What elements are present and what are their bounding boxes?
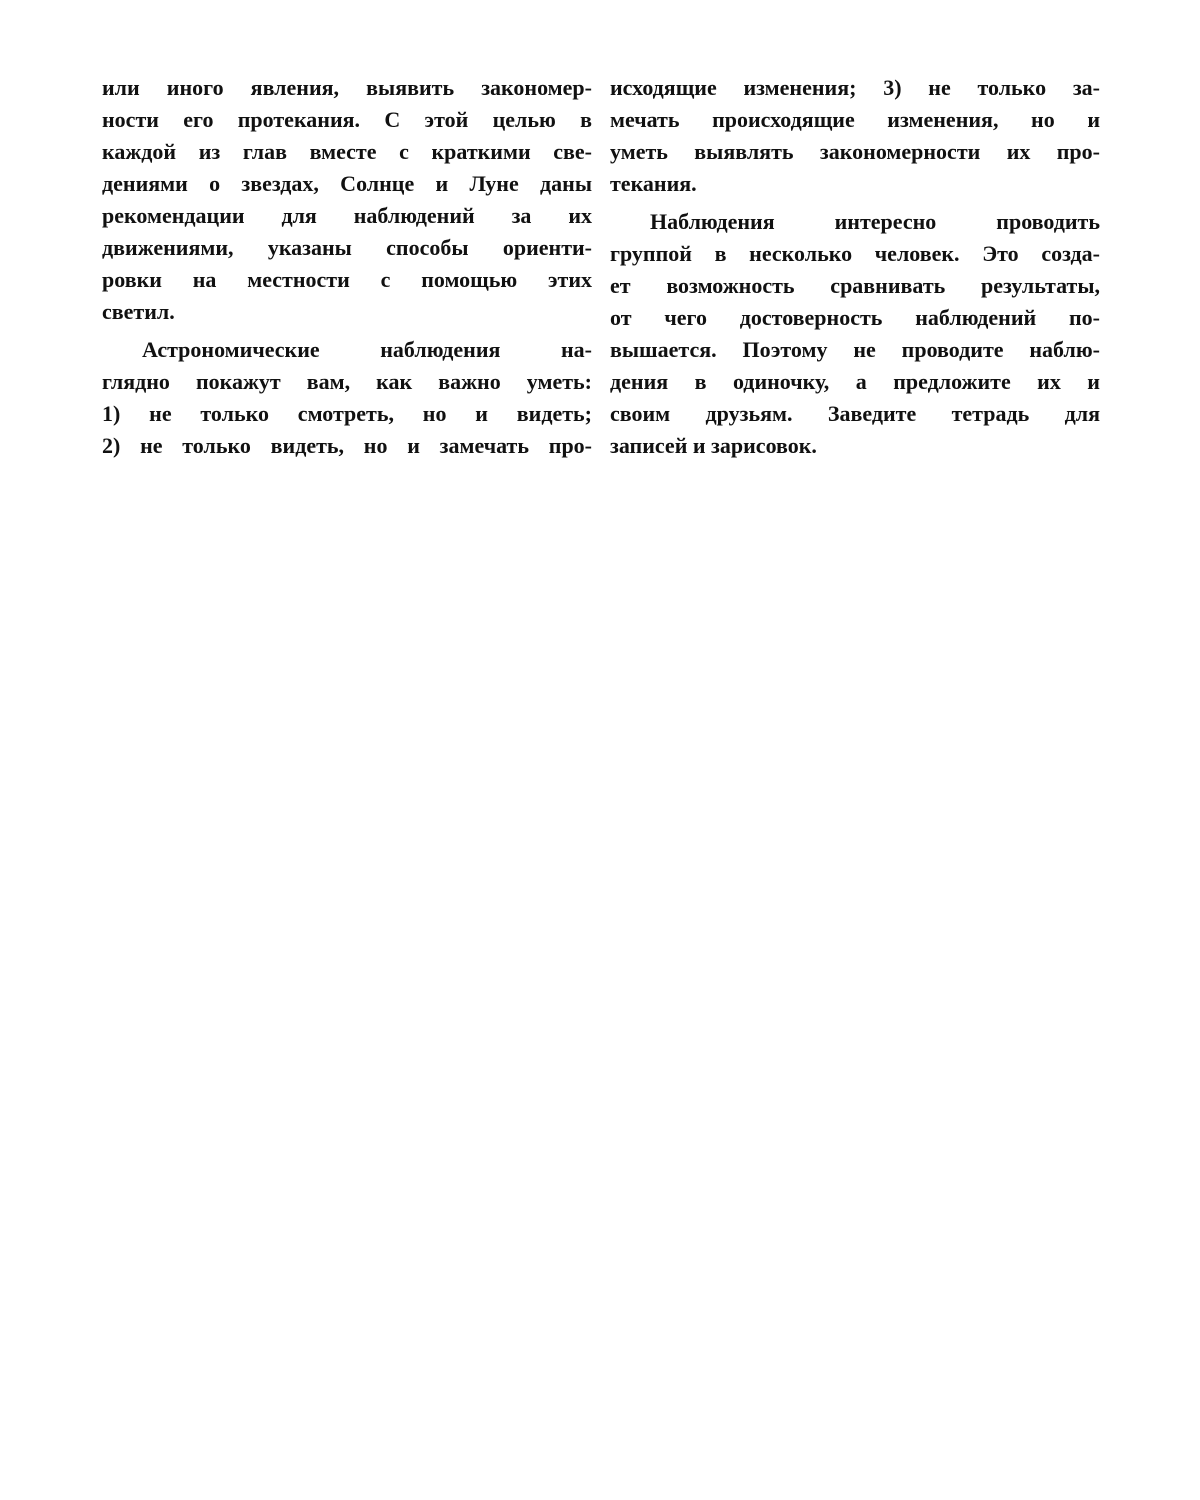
text-line: группой в несколько человек. Это созда- [610, 241, 1100, 266]
text-line: от чего достоверность наблюдений по- [610, 305, 1100, 330]
left-column [102, 72, 592, 462]
paragraph-left-2 [102, 334, 592, 462]
text-line: дения в одиночку, а предложите их и [610, 369, 1100, 394]
text-line: вышается. Поэтому не проводите наблю- [610, 337, 1100, 362]
paragraph-right-1 [610, 72, 1100, 200]
text-line: 1) не только смотреть, но и видеть; [102, 401, 592, 426]
right-column [610, 72, 1100, 462]
text-line: 2) не только видеть, но и замечать про- [102, 433, 592, 458]
paragraph-left-1 [102, 72, 592, 328]
text-line: ровки на местности с помощью этих [102, 267, 592, 292]
text-line: светил. [102, 299, 175, 324]
text-line: текания. [610, 171, 697, 196]
text-line: исходящие изменения; 3) не только за- [610, 75, 1100, 100]
text-line: ности его протекания. С этой целью в [102, 107, 592, 132]
text-line: мечать происходящие изменения, но и [610, 107, 1100, 132]
text-line: Наблюдения интересно проводить [650, 209, 1100, 234]
text-line: каждой из глав вместе с краткими све- [102, 139, 592, 164]
text-line: записей и зарисовок. [610, 433, 817, 458]
text-line: Астрономические наблюдения на- [142, 337, 592, 362]
text-line: или иного явления, выявить закономер- [102, 75, 592, 100]
text-line: рекомендации для наблюдений за их [102, 203, 592, 228]
text-line: уметь выявлять закономерности их про- [610, 139, 1100, 164]
text-line: глядно покажут вам, как важно уметь: [102, 369, 592, 394]
paragraph-right-2 [610, 206, 1100, 462]
text-line: дениями о звездах, Солнце и Луне даны [102, 171, 592, 196]
text-line: ет возможность сравнивать результаты, [610, 273, 1100, 298]
text-line: своим друзьям. Заведите тетрадь для [610, 401, 1100, 426]
text-line: движениями, указаны способы ориенти- [102, 235, 592, 260]
